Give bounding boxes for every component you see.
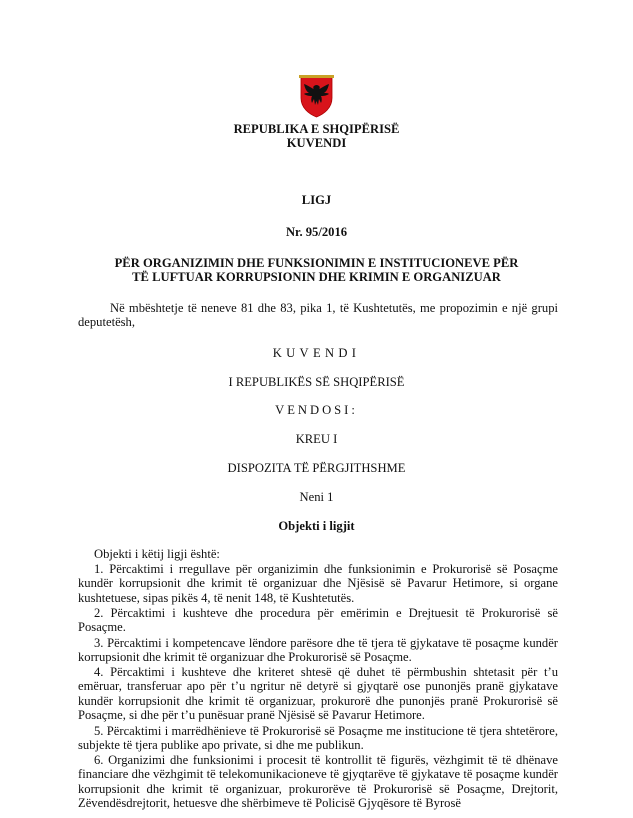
list-item: 6. Organizimi dhe funksionimi i procesit të kontrollit të figurës, vëzhgimit të të dhënave financiare dhe vëzhgimit të telekomunikacioneve të gjyqtarëve të gjykatave të posaçme kundër korrupsionit dhe krimit të organizuar, prokurorëve të Prokurorisë së Posaçme, Drejtorit, Zëvendësdrejtorit, hetuesve dhe shërbimeve të Policisë Gjyqësore të Byrosë (78, 753, 558, 811)
law-title-line-2: TË LUFTUAR KORRUPSIONIN DHE KRIMIN E ORGANIZUAR (132, 270, 501, 284)
chapter-label: KREU I (295, 432, 338, 446)
law-number: Nr. 95/2016 (285, 225, 348, 239)
article-intro-text: Objekti i këtij ligji është: (94, 547, 220, 561)
article-label: Neni 1 (299, 490, 334, 504)
albanian-coat-of-arms-icon (293, 72, 340, 118)
republic-heading: REPUBLIKA E SHQIPËRISË (233, 122, 400, 136)
list-item: 4. Përcaktimi i kushteve dhe kriteret shtesë që duhet të përmbushin shtetasit për t’u emëruar, transferuar apo për t’u ngritur në detyrë si gjyqtarë ose punonjës pranë gjykatave kundër korrupsionit dhe krimit të organizuar, prokurorë dhe punonjës pranë Prokurorisë së Posaçme, si dhe për t’u punësuar pranë Njësisë së Pavarur Hetimore. (78, 665, 558, 723)
enactment-republic: I REPUBLIKËS SË SHQIPËRISË (228, 375, 405, 389)
list-item: 1. Përcaktimi i rregullave për organizimin dhe funksionimin e Prokurorisë së Posaçme kundër korrupsionit dhe krimit të organizuar dhe Njësisë së Pavarur Hetimore, si organe kushtetuese, sipas pikës 4, të nenit 148, të Kushtetutës. (78, 562, 558, 605)
article-intro (78, 547, 558, 561)
enactment-body: KUVENDI (272, 346, 361, 360)
article-title: Objekti i ligjit (278, 519, 355, 533)
list-item: 2. Përcaktimi i kushteve dhe procedura për emërimin e Drejtuesit të Prokurorisë së Posaçme. (78, 606, 558, 635)
preamble (78, 301, 558, 330)
preamble-text: Në mbështetje të neneve 81 dhe 83, pika 1, të Kushtetutës, me propozimin e një grupi deputetësh, (78, 301, 558, 330)
assembly-heading: KUVENDI (286, 136, 347, 150)
law-title-line-1: PËR ORGANIZIMIN DHE FUNKSIONIMIN E INSTITUCIONEVE PËR (114, 256, 519, 270)
list-item: 3. Përcaktimi i kompetencave lëndore parësore dhe të tjera të gjykatave të posaçme kundër korrupsionit dhe krimit të organizuar dhe Prokurorisë së Posaçme. (78, 636, 558, 665)
list-item: 5. Përcaktimi i marrëdhënieve të Prokurorisë së Posaçme me institucione të tjera shtetërore, subjekte të tjera publike apo private, si dhe me publikun. (78, 724, 558, 753)
chapter-title: DISPOZITA TË PËRGJITHSHME (227, 461, 406, 475)
enactment-decides: VENDOSI: (275, 403, 358, 417)
law-type: LIGJ (301, 193, 332, 207)
